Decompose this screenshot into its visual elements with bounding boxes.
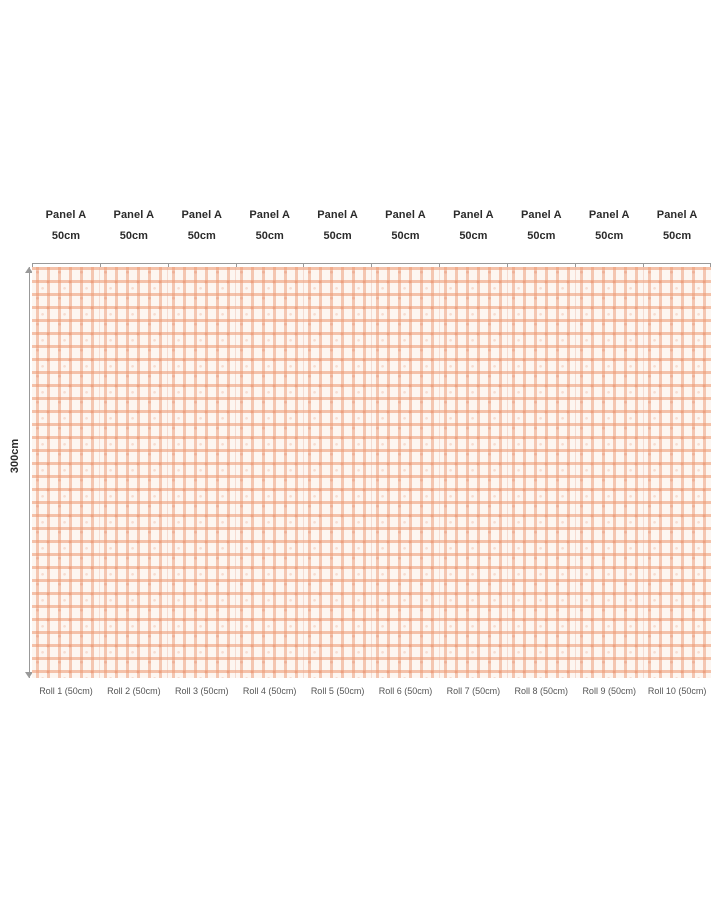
panel-label-name: Panel A <box>45 209 87 221</box>
panel-label <box>32 208 100 260</box>
panel-label-width: 50cm <box>255 229 284 242</box>
roll-label: Roll 7 (50cm) <box>446 686 501 696</box>
panel-label <box>168 208 236 260</box>
panel-label-name: Panel A <box>588 209 630 221</box>
panel-label-row <box>32 208 711 260</box>
roll-label: Roll 1 (50cm) <box>39 686 93 696</box>
panel-label-width: 50cm <box>663 229 692 242</box>
panel-label-name: Panel A <box>520 209 562 221</box>
roll-label: Roll 4 (50cm) <box>242 686 297 696</box>
panel-label-name: Panel A <box>113 209 155 221</box>
wallpaper-roll <box>236 267 304 678</box>
wallpaper-roll <box>644 267 711 678</box>
panel-label-width: 50cm <box>595 229 624 242</box>
panel-label <box>507 208 575 260</box>
panel-label-width: 50cm <box>527 229 556 242</box>
panel-label <box>575 208 643 260</box>
wallpaper-roll <box>372 267 440 678</box>
roll-label: Roll 2 (50cm) <box>107 686 161 696</box>
panel-label-width: 50cm <box>391 229 420 242</box>
vertical-ruler <box>20 267 30 678</box>
wallpaper-roll <box>508 267 576 678</box>
roll-label: Roll 6 (50cm) <box>378 686 433 696</box>
panel-label-name: Panel A <box>385 209 426 221</box>
panel-label-width: 50cm <box>459 229 488 242</box>
wallpaper-preview <box>32 267 711 678</box>
panel-label-name: Panel A <box>181 209 223 221</box>
panel-label-name: Panel A <box>453 209 494 221</box>
panel-label-name: Panel A <box>656 209 698 221</box>
roll-label: Roll 9 (50cm) <box>582 686 636 696</box>
roll-label-row <box>32 686 711 702</box>
wallpaper-roll <box>168 267 236 678</box>
panel-label-width: 50cm <box>51 229 81 242</box>
panel-label <box>372 208 440 260</box>
roll-label: Roll 3 (50cm) <box>175 686 229 696</box>
panel-label <box>100 208 168 260</box>
ruler-line <box>29 267 30 678</box>
panel-label-name: Panel A <box>317 209 358 221</box>
wallpaper-roll <box>440 267 508 678</box>
panel-label-width: 50cm <box>187 229 216 242</box>
roll-label: Roll 10 (50cm) <box>647 686 707 696</box>
wallpaper-roll <box>32 267 100 678</box>
wallpaper-roll <box>576 267 644 678</box>
panel-label-width: 50cm <box>323 229 352 242</box>
panel-label <box>643 208 711 260</box>
panel-label <box>236 208 304 260</box>
panel-label <box>304 208 372 260</box>
panel-label-name: Panel A <box>249 209 290 221</box>
panel-label-width: 50cm <box>119 229 148 242</box>
roll-label: Roll 5 (50cm) <box>310 686 365 696</box>
wallpaper-roll <box>100 267 168 678</box>
wall-height-label: 300cm <box>9 438 21 474</box>
panel-label <box>439 208 507 260</box>
wallpaper-roll <box>304 267 372 678</box>
roll-label: Roll 8 (50cm) <box>514 686 569 696</box>
